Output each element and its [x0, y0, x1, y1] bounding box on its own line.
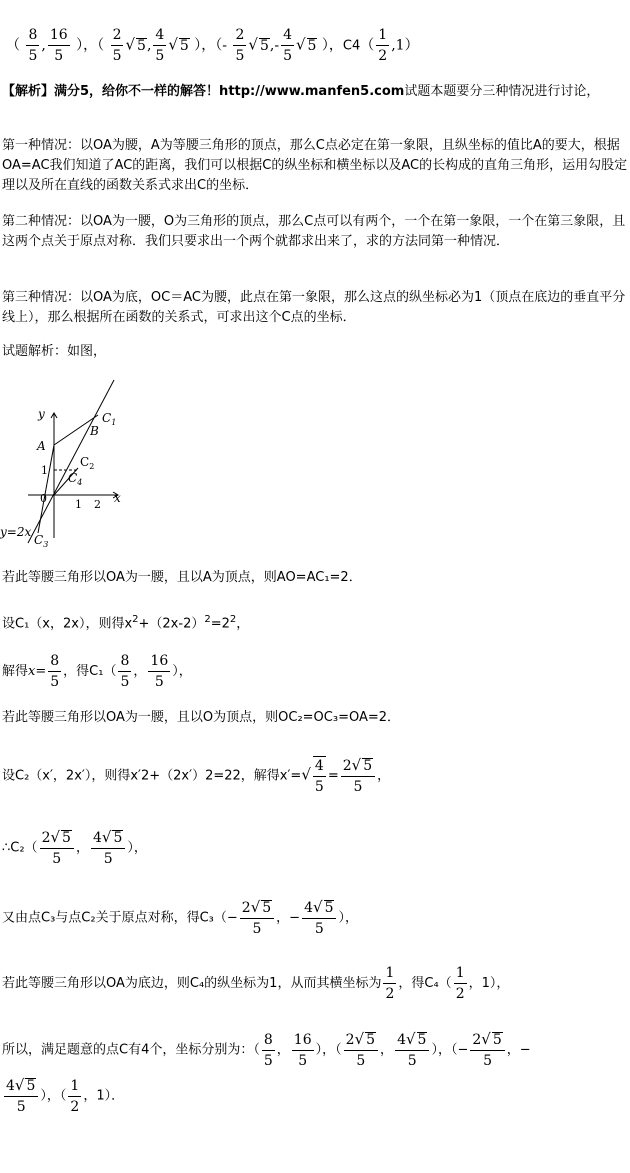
fraction: $\frac{1}{2}$	[378, 27, 388, 64]
fraction: $\frac{2}{5}$	[112, 27, 122, 64]
step-5: 设C₂（x′，2x′），则得x′2+（2x′）2=22，解得x′=√ $\frac{4}{5}$ = $\frac{2√ 5}{5}$ ，	[2, 756, 391, 795]
label-y: y	[38, 407, 45, 421]
case-3-text: 第三种情况：以OA为底，OC＝AC为腰，此点在第一象限，那么这点的纵坐标必为1（顶点在底边的垂直平分线上），那么根据所在函数的关系式，可求出这个C点的坐标．	[2, 290, 626, 325]
fraction: $\frac{2}{5}$	[235, 27, 245, 64]
step-1: 若此等腰三角形以OA为一腰，且以A为顶点，则AO=AC₁=2．	[2, 570, 362, 585]
label-line: y=2x	[0, 525, 32, 539]
step-6: ∴C₂（ $\frac{2√ 5}{5}$ ， $\frac{4√ 5}{5}$ ），	[2, 828, 147, 867]
coordinate-figure	[0, 378, 130, 548]
step-3: 解得x= $\frac{8}{5}$ ，得C₁（ $\frac{8}{5}$ ， $\frac{16}{5}$ ），	[2, 653, 192, 690]
solution-label: 试题解析：如图，	[2, 344, 107, 359]
label-b: B	[90, 424, 99, 438]
step-7: 又由点C₃与点C₂关于原点对称，得C₃（− $\frac{2√ 5}{5}$ ，− $\frac{4√ 5}{5}$ ），	[2, 898, 358, 937]
fraction: $\frac{16}{5}$	[49, 27, 68, 64]
label-c1: $C_1$	[102, 411, 117, 427]
label-a: A	[37, 439, 46, 453]
label-c4: $C_4$	[68, 471, 83, 487]
fraction: $\frac{4}{5}$	[283, 27, 292, 64]
analysis-header: 【解析】满分5，给你不一样的解答！http://www.manfen5.com试题本题要分三种情况进行讨论，	[2, 84, 600, 99]
answer-line: （ $\frac{8}{5}$ , $\frac{16}{5}$ ），（ $\frac{2}{5}$ √ 5, $\frac{4}{5}$ √ 5 ），（- $\frac{2}{5}$ √ 5,- $\frac{4}{5}$ √ 5 ），C4（ $\frac{1}{2}$ ,1）	[6, 27, 419, 64]
step-4: 若此等腰三角形以OA为一腰，且以O为顶点，则OC₂=OC₃=OA=2．	[2, 710, 401, 725]
step-2: 设C₁（x，2x），则得$x^2+(2x-2)^2=2^2$，	[2, 614, 250, 632]
origin-label: 0	[40, 492, 47, 505]
step-9: 所以，满足题意的点C有4个，坐标分别为：（ $\frac{8}{5}$ ， $\frac{16}{5}$ ），（ $\frac{2√ 5}{5}$ ， $\frac{4√ 5}{5}$ ），（− $\frac{2√ 5}{5}$ ，−	[2, 1030, 531, 1069]
tick-x-1: 1	[75, 498, 82, 511]
tick-y-1: 1	[41, 464, 48, 477]
fraction: $\frac{4}{5}$	[155, 27, 165, 64]
case-2-text: 第二种情况：以OA为一腰，O为三角形的顶点，那么C点可以有两个，一个在第一象限，一个在第三象限，且这两个点关于原点对称．我们只要求出一个两个就都求出来了，求的方法同第一种情况．	[2, 214, 626, 249]
label-c2: $C_2$	[80, 455, 95, 471]
label-c3: $C_3$	[34, 533, 49, 548]
fraction: $\frac{8}{5}$	[28, 27, 38, 64]
step-10: $\frac{4√ 5}{5}$ ），（ $\frac{1}{2}$ ，1）．	[6, 1076, 125, 1115]
case-1-text: 第一种情况：以OA为腰，A为等腰三角形的顶点，那么C点必定在第一象限，且纵坐标的值比A的要大，根据OA=AC我们知道了AC的距离，我们可以根据C的纵坐标和横坐标以及AC的长构成的直角三角形，运用勾股定理以及所在直线的函数关系式求出C的坐标．	[2, 138, 628, 193]
segment-a-c3	[38, 445, 54, 533]
step-8: 若此等腰三角形以OA为底边，则C₄的纵坐标为1，从而其横坐标为 $\frac{1}{2}$ ，得C₄（ $\frac{1}{2}$ ，1），	[2, 965, 510, 1002]
tick-x-2: 2	[94, 498, 101, 511]
label-x: x	[114, 491, 121, 505]
